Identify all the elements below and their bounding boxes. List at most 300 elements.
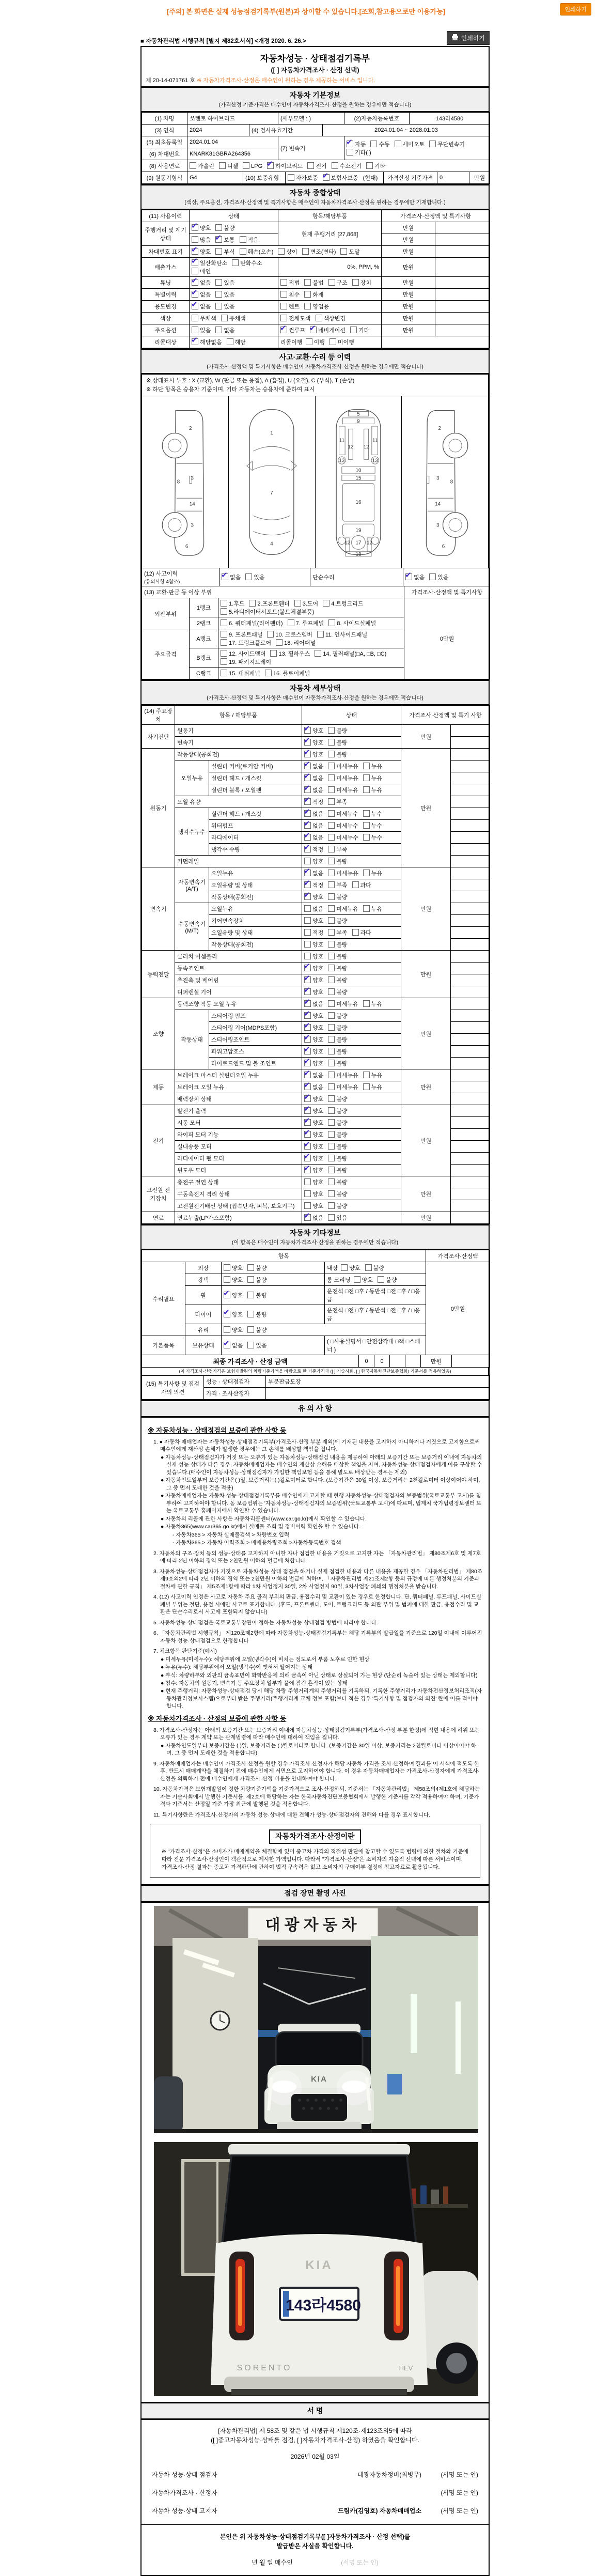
opinion-role: 성능 · 상태점검자 — [204, 1376, 266, 1388]
option — [328, 1119, 347, 1127]
option — [245, 573, 264, 581]
option — [232, 259, 262, 267]
option — [363, 1071, 382, 1079]
device-item: 스티어링 기어(MDPS포함) — [209, 1022, 302, 1034]
checkbox-unchecked — [378, 1276, 384, 1283]
option-label: 양호 — [349, 1265, 360, 1271]
note-cell — [451, 1141, 490, 1153]
panel-options — [218, 617, 404, 629]
checkbox-checked — [192, 248, 198, 255]
price-digit: 0 — [374, 1355, 390, 1368]
svg-text:12: 12 — [366, 540, 372, 546]
rank-label: A랭크 — [190, 629, 218, 648]
print-button-label: 인쇄하기 — [461, 35, 485, 42]
checkbox-checked — [304, 1107, 311, 1114]
notice-line: 2. 자동차의 구조·장치 등의 성능·상태를 고지하지 아니한 자나 점검한 내용을 거짓으로 고지한 자는 「자동차관리법」 제80조제6호 및 제7호에 따라 2년 이하의 징역 또는 2천만원 이하의 벌금에 처합니다. — [153, 1550, 481, 1564]
option — [304, 1071, 323, 1079]
option — [219, 162, 238, 170]
notice-line: 11. 특기사항란은 가격조사·산정자의 자동차 성능·상태에 대한 견해가 성능·상태점검자의 견해와 다를 경우 표시합니다. — [153, 1811, 431, 1818]
svg-text:13: 13 — [339, 458, 345, 464]
inspection-valid-period: 2024.01.04 ~ 2028.01.03 — [323, 125, 490, 136]
option-label: 있음 — [200, 328, 211, 334]
row-label: 수리필요 — [142, 1262, 185, 1336]
notice-line: ● 자동차365(www.car365.go.kr)에서 실매물 조회 및 정비이력 확인을 할 수 있습니다. — [161, 1524, 360, 1530]
price-cell: 만원 — [382, 234, 435, 246]
submodel: (세부모델 : ) — [278, 113, 344, 125]
checkbox-checked — [304, 1131, 311, 1138]
option — [370, 140, 389, 148]
option-label: 양호 — [312, 1203, 324, 1209]
option-label: 양호 — [312, 1168, 324, 1174]
section-header — [142, 1224, 489, 1250]
extra-options: ( □사용설명서 □안전삼각대 □잭 □스패너 ) — [325, 1336, 426, 1355]
note-cell — [451, 1046, 490, 1058]
checkbox-unchecked — [363, 786, 370, 793]
device-item: 실린더 헤드 / 개스킷 — [209, 772, 302, 784]
option-label: 미세누유 — [336, 1073, 358, 1079]
column-header: 항목 — [142, 1250, 426, 1262]
option — [304, 881, 323, 889]
device-state — [302, 998, 401, 1010]
option — [328, 917, 347, 925]
device-state — [302, 856, 401, 867]
option-label: 누수 — [371, 835, 383, 841]
option-label: 네비게이션 — [318, 328, 346, 334]
state-options — [325, 1262, 426, 1274]
part-value: 0%, PPM, % — [278, 258, 382, 277]
row-label: 색상 — [142, 313, 190, 324]
option-label: 양호 — [312, 989, 324, 996]
note-cell — [451, 796, 490, 808]
accident-12-table — [142, 568, 490, 586]
checkbox-unchecked — [328, 1024, 335, 1031]
checkbox-checked — [304, 1083, 311, 1090]
state-options — [190, 289, 278, 301]
option-label: 없음 — [312, 775, 324, 782]
option-label: 불량 — [336, 918, 348, 924]
sub-label: 보유상태 — [185, 1336, 222, 1355]
buyer-date-line: 년 월 일 매수인 — [252, 2559, 293, 2567]
state-options — [190, 258, 278, 277]
option-label: 불량 — [336, 989, 348, 996]
option-label: 자가보증 — [296, 175, 318, 181]
option-label: 불량 — [336, 1120, 348, 1126]
option — [227, 338, 246, 346]
field-label: (8) 사용연료 — [142, 160, 187, 172]
option — [316, 314, 346, 322]
option-label: 불량 — [336, 894, 348, 901]
sub-label: 유리 — [185, 1324, 222, 1336]
column-header: 가격조사·산정액 및 특기사항 — [382, 210, 490, 222]
checkbox-checked — [304, 822, 311, 829]
svg-text:3: 3 — [191, 475, 194, 482]
checkbox-unchecked — [304, 279, 311, 286]
checkbox-unchecked — [221, 315, 228, 321]
note-cell — [451, 927, 490, 939]
checkbox-unchecked — [304, 1202, 311, 1209]
device-item: 스티어링조인트 — [209, 1034, 302, 1046]
option — [317, 630, 367, 639]
option-label: 하이브리드 — [275, 163, 303, 169]
device-state — [302, 867, 401, 879]
signature-law-text2: ([ ]중고자동차성능·상태를 점검, [ ]자동차가격조사·산정) 하였음을 확인합니다. — [211, 2437, 419, 2444]
option — [350, 326, 369, 334]
option — [249, 599, 289, 608]
option — [328, 798, 347, 806]
option-label: 있음 — [437, 575, 449, 581]
device-item: 작동상태(공회전) — [175, 749, 302, 761]
car-diagram-side-right — [402, 396, 488, 568]
option-label: 12. 사이드멤버 — [229, 651, 266, 657]
option — [215, 278, 234, 287]
option-label: 부족 — [336, 882, 348, 889]
option-label: 과다 — [360, 882, 371, 889]
price-cell: 만원 — [401, 1069, 451, 1105]
option — [378, 1276, 397, 1284]
option-label: 양호 — [232, 1265, 243, 1271]
device-item: 오일유량 및 상태 — [209, 879, 302, 891]
checkbox-unchecked — [247, 1276, 254, 1283]
device-state — [302, 820, 401, 832]
device-state — [302, 891, 401, 903]
price-cell: 만원 — [382, 258, 435, 277]
checkbox-unchecked — [221, 631, 227, 638]
note-cell — [451, 725, 490, 737]
price-cell: 0만원 — [404, 598, 490, 679]
device-item: 변속기 — [175, 737, 302, 749]
option-label: 전기 — [316, 163, 327, 169]
checkbox-unchecked — [329, 338, 336, 345]
notice-line: ● 자동차인도일부터 보증기간은 ( )일, 보증거리는 ( )킬로미터로 합니다. (보증기간은 30일 이상, 보증거리는 2천킬로미터 이상이어야 하며, 그 중 먼저 도래한 것을 적용합니다) — [161, 1742, 477, 1757]
checkbox-unchecked — [429, 141, 436, 147]
device-state — [302, 1129, 401, 1141]
option — [332, 162, 362, 170]
option-label: 양호 — [312, 1120, 324, 1126]
option — [328, 1130, 347, 1139]
note-cell — [451, 784, 490, 796]
option — [224, 1276, 243, 1284]
checkbox-unchecked — [328, 1143, 335, 1150]
option — [328, 1142, 347, 1151]
checkbox-unchecked — [363, 870, 370, 876]
option-label: 있음 — [256, 1343, 267, 1349]
field-label: (9) 원동기형식 — [142, 172, 187, 184]
checkbox-unchecked — [354, 1276, 360, 1283]
option-label: 양호 — [312, 1108, 324, 1114]
option-label: 불량 — [336, 966, 348, 972]
basic-info-row2 — [142, 124, 490, 136]
option — [363, 905, 382, 913]
option-label: 양호 — [312, 966, 324, 972]
option — [304, 738, 323, 747]
row-label: 특별이력 — [142, 289, 190, 301]
top-right-print-button[interactable]: 인쇄하기 — [560, 3, 591, 15]
price-cell: 만원 — [401, 998, 451, 1069]
option — [192, 338, 222, 346]
option — [328, 1214, 347, 1222]
note-cell — [451, 856, 490, 867]
option-label: 불량 — [336, 1037, 348, 1043]
accident-sublabel: (유의사항 4참조) — [144, 579, 180, 585]
option — [221, 649, 265, 658]
checkbox-unchecked — [363, 822, 370, 829]
vin: KNARK81GBRA264356 — [187, 148, 278, 160]
option — [247, 1341, 266, 1349]
price-cell: 0만원 — [426, 1262, 490, 1355]
printer-icon — [451, 34, 459, 42]
option — [328, 1095, 347, 1103]
option-label: 누유 — [371, 871, 383, 877]
option-label: 7. 루프패널 — [295, 620, 324, 627]
fuel-options — [187, 160, 490, 172]
checkbox-unchecked — [215, 291, 222, 298]
section-subtitle: (이 항목은 매수인이 자동차가격조사·산정을 원하는 경우에만 적습니다) — [231, 1239, 399, 1246]
option — [304, 845, 323, 854]
option-label: 18. 리어패널 — [284, 640, 316, 646]
option-label: 있음 — [254, 575, 265, 581]
column-header: (14) 주요장치 — [142, 706, 175, 725]
option — [304, 762, 323, 770]
field-label: (1) 차명 — [142, 113, 187, 125]
option-label: 미세누유 — [336, 871, 358, 877]
checkbox-checked — [304, 763, 311, 769]
option-label: 양호 — [232, 1293, 243, 1299]
svg-text:11: 11 — [339, 438, 344, 444]
checkbox-unchecked — [352, 929, 359, 936]
checkbox-unchecked — [328, 953, 335, 959]
checkbox-checked — [224, 1292, 230, 1298]
option-label: 부식 — [224, 249, 235, 255]
notice-line: - 자동차365 > 자동차 실매물검색 > 차량번호 입력 — [172, 1531, 290, 1538]
option-label: 누유 — [371, 906, 383, 912]
option-label: 불량 — [336, 1203, 348, 1209]
basic-info-row34 — [142, 136, 490, 160]
option — [192, 302, 211, 311]
notice-subtitle: ※ 자동차성능 · 상태점검의 보증에 관한 사항 등 — [148, 1426, 287, 1434]
section-header — [142, 184, 489, 210]
option — [192, 236, 211, 244]
part-options — [278, 324, 382, 336]
photo-rear-svg — [154, 2142, 478, 2396]
option-label: 불량 — [336, 728, 348, 734]
state-options — [190, 301, 278, 313]
section-header — [142, 679, 489, 706]
checkbox-checked — [304, 798, 311, 805]
option — [347, 140, 366, 148]
option — [328, 738, 347, 747]
svg-text:8: 8 — [177, 479, 180, 485]
device-state — [302, 986, 401, 998]
option — [323, 174, 358, 182]
option — [363, 762, 382, 770]
device-state — [302, 1165, 401, 1176]
device-state — [302, 784, 401, 796]
option-label: 양호 — [312, 728, 324, 734]
print-button[interactable] — [447, 31, 490, 45]
checkbox-unchecked — [190, 162, 196, 169]
device-state — [302, 927, 401, 939]
option — [328, 845, 347, 854]
device-item: 고전원전기배선 상태 (접속단자, 피복, 보호기구) — [175, 1200, 302, 1212]
device-state — [302, 844, 401, 856]
note-cell — [451, 1153, 490, 1165]
note-cell — [451, 808, 490, 820]
engine-type: G4 — [187, 172, 243, 184]
option — [304, 750, 323, 758]
checkbox-unchecked — [304, 858, 311, 864]
option-label: 불량 — [336, 740, 348, 746]
checkbox-checked — [304, 870, 311, 876]
option-label: 썬루프 — [289, 328, 305, 334]
checkbox-unchecked — [363, 1072, 370, 1078]
signer-name — [255, 2488, 421, 2497]
device-item: 발전기 출력 — [175, 1105, 302, 1117]
checkbox-unchecked — [365, 1264, 372, 1271]
checkbox-unchecked — [328, 810, 335, 817]
option-label: 누유 — [371, 787, 383, 794]
neighbor-car — [420, 2271, 478, 2384]
option — [267, 162, 303, 170]
basic-info-row1 — [142, 112, 490, 125]
option — [304, 988, 323, 996]
option — [304, 1214, 323, 1222]
part-options — [278, 289, 382, 301]
page-title: 자동차성능 · 상태점검기록부 — [260, 54, 370, 64]
checkbox-unchecked — [341, 1264, 348, 1271]
note-cell — [451, 1212, 490, 1224]
field-label: (7) 변속기 — [278, 136, 344, 160]
signer-role: 자동차 성능·상태 고지자 — [152, 2507, 217, 2515]
checkbox-checked — [304, 881, 311, 888]
option-label: 불량 — [336, 1191, 348, 1198]
checkbox-checked — [323, 174, 329, 181]
checkbox-unchecked — [328, 893, 335, 900]
option-label: 불량 — [336, 1144, 348, 1150]
notice-subtitle: ※ 자동차가격조사 · 산정의 보증에 관한 사항 등 — [148, 1714, 287, 1722]
option — [247, 1291, 266, 1299]
option-label: 없음 — [312, 871, 324, 877]
option — [288, 619, 324, 627]
svg-text:16: 16 — [355, 499, 362, 505]
option-label: 미세누유 — [336, 787, 358, 794]
panel-options — [218, 668, 404, 679]
part-options — [278, 301, 382, 313]
note-cell — [435, 222, 490, 234]
device-state — [302, 903, 401, 915]
checkbox-unchecked — [280, 291, 287, 298]
checkbox-unchecked — [265, 670, 272, 676]
option — [304, 1095, 323, 1103]
checkbox-unchecked — [328, 774, 335, 781]
checkbox-unchecked — [215, 327, 222, 333]
option-label: 불량 — [336, 1168, 348, 1174]
option-label: 훼손(오손) — [247, 249, 274, 255]
device-item: 오일누유 — [209, 903, 302, 915]
device-item: 작동상태(공회전) — [209, 891, 302, 903]
checkbox-checked — [304, 1036, 311, 1043]
checkbox-checked — [304, 1119, 311, 1126]
checkbox-checked — [304, 976, 311, 983]
note-cell — [435, 258, 490, 277]
option — [328, 750, 347, 758]
svg-text:2: 2 — [438, 426, 441, 432]
notice-line: ● 자동차매매업자는 자동차 성능·상태점검기록부를 매수인에게 고지할 때 현행 자동차성능·상태점검자의 보증범위(국토교통부 고시)를 첨부하여 고지하여야 합니다. 동 보증범위는 '자동차성능·상태점검자의 보증범위'(국토교통부 고시)에 따르며, 법제처 국가법령정보센터 또는 국토교통부 홈페이지에서 확인할 수 있습니다. — [161, 1493, 482, 1514]
state-options — [222, 1274, 325, 1286]
option — [304, 940, 323, 949]
option — [429, 140, 465, 148]
option-label: 양호 — [312, 1144, 324, 1150]
option-label: 없음 — [232, 1343, 243, 1349]
signer-seal: (서명 또는 인) — [441, 2471, 478, 2479]
option-label: 부족 — [336, 930, 348, 936]
svg-text:8: 8 — [450, 479, 453, 485]
buyer-confirm-text: 본인은 위 자동차성능·상태점검기록부([ ]자동차가격조사 · 산정 선택)를 — [219, 2533, 411, 2541]
note-cell — [451, 1129, 490, 1141]
checkbox-unchecked — [307, 162, 314, 169]
option-label: 일산화탄소 — [200, 260, 228, 267]
checkbox-unchecked — [247, 1311, 254, 1317]
checkbox-checked — [304, 1155, 311, 1161]
price-cell: 만원 — [401, 1105, 451, 1176]
basic-info-row6 — [142, 172, 490, 184]
option-label: 침수 — [289, 292, 300, 298]
page-subtitle: ([ ] 자동차가격조사 · 산정 선택) — [271, 67, 359, 74]
option-label: 양호 — [362, 1277, 373, 1283]
option — [247, 1310, 266, 1318]
option-label: 무채색 — [200, 316, 216, 322]
device-state — [302, 1117, 401, 1129]
note-cell — [451, 761, 490, 772]
model-badge: SORENTO — [237, 2364, 292, 2373]
price-cell: 만원 — [382, 289, 435, 301]
checkbox-checked — [304, 988, 311, 995]
checkbox-unchecked — [363, 774, 370, 781]
option — [352, 278, 371, 287]
option — [306, 338, 325, 346]
device-subgroup: 자동변속기 (A/T) — [175, 867, 209, 903]
checkbox-unchecked — [366, 162, 373, 169]
checkbox-unchecked — [328, 834, 335, 841]
option-label: 미세누유 — [336, 764, 358, 770]
option — [304, 798, 323, 806]
checkbox-checked — [280, 327, 287, 333]
recall-exec-label: 리콜이행 — [280, 339, 303, 346]
notice-line: 5. 자동차성능·상태점검은 국토교통부장관이 정하는 자동차성능·상태점검 방법에 따라야 합니다. — [153, 1619, 378, 1626]
option — [363, 833, 382, 842]
notice-line: 6. 「자동차관리법 시행규칙」 제120조제2항에 따라 자동차성능·상태점검기록부는 해당 기록부의 발급일을 기준으로 120일 이내에 이루어진 자동차 성능·상태점검으로 한정합니다 — [153, 1630, 482, 1644]
checkbox-unchecked — [363, 1000, 370, 1007]
state-options — [222, 1286, 325, 1305]
svg-text:12: 12 — [363, 444, 369, 450]
option — [221, 314, 246, 322]
svg-text:10: 10 — [355, 468, 362, 474]
device-state — [302, 974, 401, 986]
option — [328, 726, 347, 735]
option — [240, 236, 259, 244]
option-label: 불량 — [256, 1327, 267, 1333]
option-label: 무단변속기 — [437, 141, 465, 148]
option-label: 누유 — [371, 775, 383, 782]
option-label: 없음 — [200, 304, 211, 310]
rank-label: 1랭크 — [190, 598, 218, 617]
option — [215, 247, 234, 256]
svg-text:12: 12 — [348, 444, 354, 450]
option-label: 없음 — [312, 764, 324, 770]
option-label: 있음 — [224, 292, 235, 298]
option-label: 불법 — [312, 280, 324, 286]
option-label: 불량 — [256, 1265, 267, 1271]
device-item: 실린더 블록 / 오일팬 — [209, 784, 302, 796]
